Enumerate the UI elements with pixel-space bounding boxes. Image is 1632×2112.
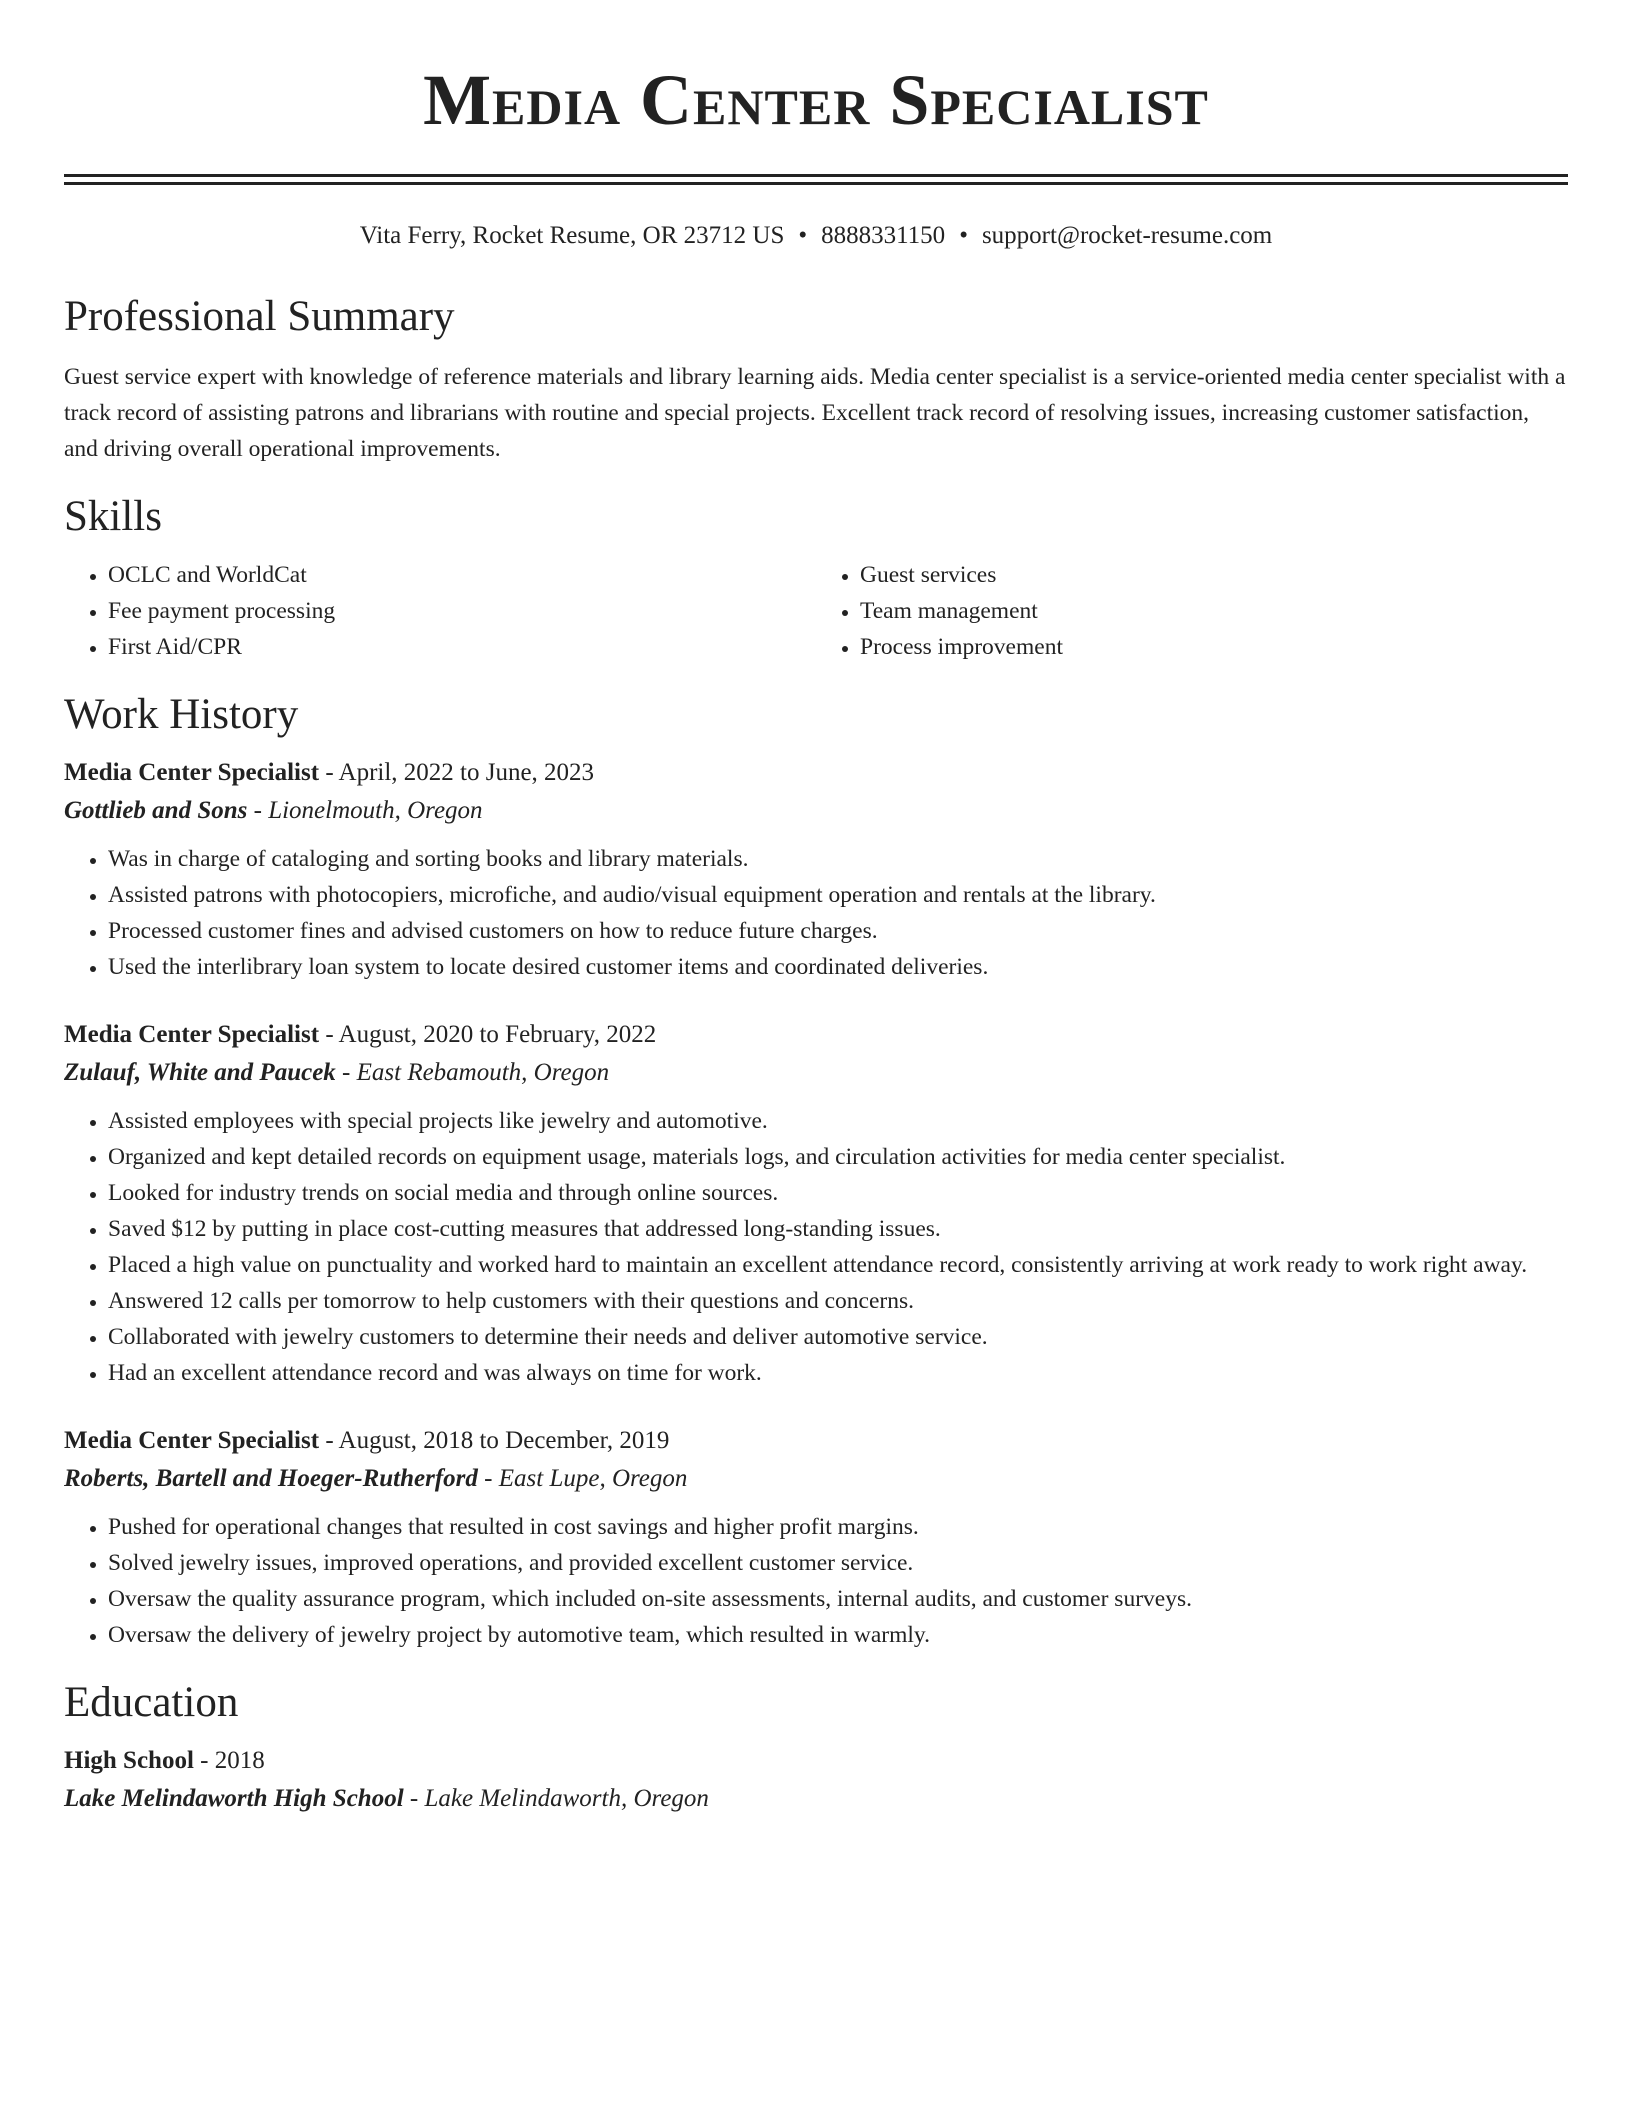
school-line: [64, 1779, 1568, 1819]
company-line: [64, 1053, 1568, 1093]
job-bullet: • Organized and kept detailed records on equipment usage, materials logs, and circulation activities for media center specialist.: [108, 1139, 1568, 1175]
job-title: Media Center Specialist: [64, 759, 320, 786]
job-bullet: • Placed a high value on punctuality and worked hard to maintain an excellent attendance record, consistently arriving at work ready to work right away.: [108, 1247, 1568, 1283]
skill-item: • Fee payment processing: [108, 593, 816, 629]
work-history-heading: Work History: [64, 691, 299, 738]
skills-section: [64, 489, 1568, 665]
job-bullet: • Collaborated with jewelry customers to determine their needs and deliver automotive service.: [108, 1319, 1568, 1355]
summary-text: Guest service expert with knowledge of reference materials and library learning aids. Media center specialist is a service-oriented media center specialist with a track record of assisting patrons and librarians with routine and special projects. Excellent track record of resolving issues, increasing customer satisfaction, and driving overall operational improvements.: [64, 364, 1566, 462]
bullet-separator: •: [798, 222, 808, 249]
work-history-section: [64, 687, 1568, 1653]
company-location: - East Rebamouth, Oregon: [335, 1059, 610, 1086]
degree-name: High School: [64, 1747, 194, 1774]
job-entry: [64, 1423, 1568, 1653]
job-bullet: • Oversaw the quality assurance program, which included on-site assessments, internal audits, and customer surveys.: [108, 1581, 1568, 1617]
job-bullet: • Saved $12 by putting in place cost-cutting measures that addressed long-standing issues.: [108, 1211, 1568, 1247]
job-bullet: • Oversaw the delivery of jewelry project by automotive team, which resulted in warmly.: [108, 1617, 1568, 1653]
degree-year: - 2018: [193, 1747, 265, 1774]
job-entry: [64, 755, 1568, 985]
job-bullets: [64, 841, 1568, 985]
skill-item: • First Aid/CPR: [108, 629, 816, 665]
skill-item: • Team management: [860, 593, 1568, 629]
education-heading: Education: [64, 1679, 239, 1726]
job-bullet: • Answered 12 calls per tomorrow to help customers with their questions and concerns.: [108, 1283, 1568, 1319]
skill-item: • Guest services: [860, 557, 1568, 593]
contact-phone: 8888331150: [821, 222, 946, 249]
job-entry: [64, 1017, 1568, 1391]
job-title-line: [64, 1017, 1568, 1053]
job-bullet: • Assisted patrons with photocopiers, microfiche, and audio/visual equipment operation and rentals at the library.: [108, 877, 1568, 913]
job-bullet: • Was in charge of cataloging and sorting books and library materials.: [108, 841, 1568, 877]
job-bullet: • Had an excellent attendance record and was always on time for work.: [108, 1355, 1568, 1391]
job-bullet: • Pushed for operational changes that resulted in cost savings and higher profit margins.: [108, 1509, 1568, 1545]
skill-item: • Process improvement: [860, 629, 1568, 665]
job-bullets: [64, 1103, 1568, 1391]
job-dates: - August, 2020 to February, 2022: [319, 1021, 657, 1048]
contact-address: Vita Ferry, Rocket Resume, OR 23712 US: [359, 222, 785, 249]
education-entry: [64, 1743, 1568, 1819]
job-title-line: [64, 755, 1568, 791]
job-dates: - April, 2022 to June, 2023: [319, 759, 595, 786]
job-bullet: • Looked for industry trends on social media and through online sources.: [108, 1175, 1568, 1211]
skill-item: • OCLC and WorldCat: [108, 557, 816, 593]
company-line: [64, 791, 1568, 831]
company-name: Roberts, Bartell and Hoeger-Rutherford: [64, 1465, 478, 1492]
company-location: - East Lupe, Oregon: [477, 1465, 688, 1492]
job-title: Media Center Specialist: [64, 1427, 320, 1454]
skills-heading: Skills: [64, 493, 162, 540]
skills-list-right: [816, 557, 1568, 665]
contact-email: support@rocket-resume.com: [981, 222, 1273, 249]
bullet-separator: •: [959, 222, 968, 249]
job-bullet: • Processed customer fines and advised customers on how to reduce future charges.: [108, 913, 1568, 949]
contact-line: [64, 219, 1568, 253]
degree-line: [64, 1743, 1568, 1779]
skills-list-left: [64, 557, 816, 665]
company-name: Zulauf, White and Paucek: [64, 1059, 336, 1086]
job-title: Media Center Specialist: [64, 1021, 320, 1048]
education-section: [64, 1675, 1568, 1819]
job-bullet: • Solved jewelry issues, improved operations, and provided excellent customer service.: [108, 1545, 1568, 1581]
job-bullets: [64, 1509, 1568, 1653]
company-location: - Lionelmouth, Oregon: [247, 797, 483, 824]
summary-section: [64, 289, 1568, 467]
job-bullet: • Used the interlibrary loan system to locate desired customer items and coordinated deliveries.: [108, 949, 1568, 985]
school-location: - Lake Melindaworth, Oregon: [403, 1785, 709, 1812]
company-line: [64, 1459, 1568, 1499]
summary-heading: Professional Summary: [64, 293, 455, 340]
job-dates: - August, 2018 to December, 2019: [319, 1427, 670, 1454]
job-bullet: • Assisted employees with special projects like jewelry and automotive.: [108, 1103, 1568, 1139]
company-name: Gottlieb and Sons: [64, 797, 248, 824]
resume-name: Media Center Specialist: [423, 60, 1209, 140]
school-name: Lake Melindaworth High School: [64, 1785, 404, 1812]
header-divider: [64, 174, 1568, 185]
skills-columns: [64, 557, 1568, 665]
job-title-line: [64, 1423, 1568, 1459]
